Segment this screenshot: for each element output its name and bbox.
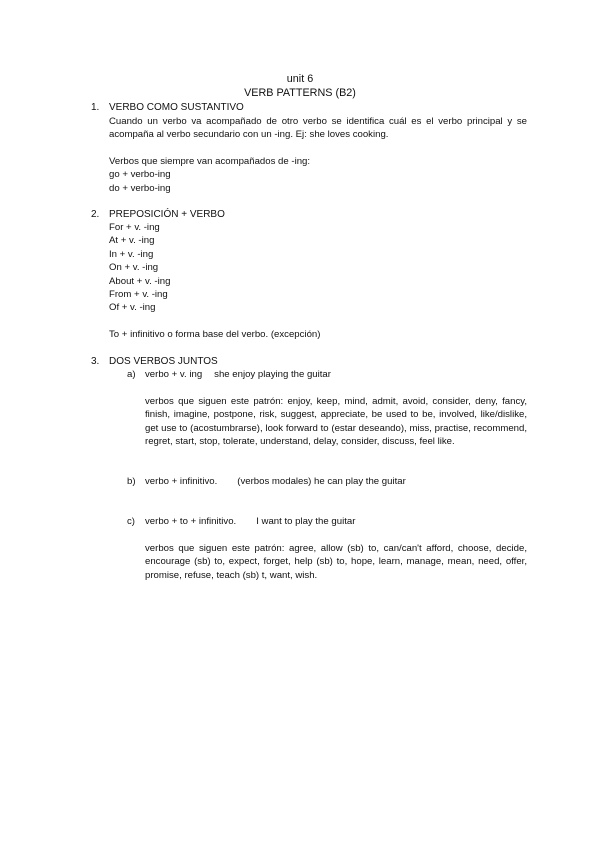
section-2-number: 2. — [91, 209, 100, 220]
section-2-list-item: On + v. -ing — [109, 262, 159, 274]
subsection-a-letter: a) — [127, 369, 136, 380]
section-3-number: 3. — [91, 356, 100, 367]
subsection-a-pattern: verbo + v. ing — [145, 369, 203, 380]
subsection-a-verb-list: verbos que siguen este patrón: enjoy, keep, mind, admit, avoid, consider, deny, fancy, finish, imagine, postpone, risk, suggest, appreciate, be used to be, involved, like/dislike, get use to (acostumbrarse), look forward to (estar deseando), miss, practise, recommend, regret, start, stop, tolerate, understand, delay, consider, discuss, feel like. — [145, 396, 527, 448]
subsection-c-heading — [127, 515, 355, 528]
section-2-heading — [91, 208, 225, 221]
section-2-list-item: About + v. -ing — [109, 275, 171, 287]
section-2-list-item: At + v. -ing — [109, 235, 155, 247]
subsection-b-example: (verbos modales) he can play the guitar — [237, 476, 406, 487]
section-2-list-item: Of + v. -ing — [109, 302, 156, 314]
subsection-b-pattern: verbo + infinitivo. — [145, 476, 218, 487]
subsection-b-letter: b) — [127, 476, 136, 487]
section-2-exception-note: To + infinitivo o forma base del verbo. (excepción) — [109, 329, 321, 340]
unit-label: unit 6 — [286, 73, 314, 85]
section-1-list-intro: Verbos que siempre van acompañados de -ing: — [109, 156, 311, 167]
subsection-c-verb-list: verbos que siguen este patrón: agree, allow (sb) to, can/can't afford, choose, decide, encourage (sb) to, expect, forget, help (sb) to, hope, learn, manage, mean, need, offer, promise, refuse, teach (sb) t, want, wish. — [145, 543, 527, 581]
section-1-title: VERBO COMO SUSTANTIVO — [109, 102, 244, 113]
section-3-title: DOS VERBOS JUNTOS — [109, 356, 218, 367]
section-2-list — [109, 221, 170, 315]
subsection-c-letter: c) — [127, 516, 135, 527]
section-2-list-item: From + v. -ing — [109, 289, 168, 301]
section-2-title: PREPOSICIÓN + VERBO — [109, 209, 225, 220]
subsection-b-heading — [127, 475, 406, 488]
section-1-number: 1. — [91, 102, 100, 113]
subsection-c-pattern: verbo + to + infinitivo. — [145, 516, 237, 527]
section-1-heading — [91, 101, 244, 114]
section-1-list-item: go + verbo-ing — [109, 169, 171, 181]
document-title: VERB PATTERNS (B2) — [244, 87, 356, 99]
section-3-heading — [91, 355, 218, 368]
subsection-c-example: I want to play the guitar — [256, 516, 356, 527]
section-1-list-item: do + verbo-ing — [109, 182, 171, 194]
subsection-a-example: she enjoy playing the guitar — [214, 369, 331, 380]
section-1-list — [109, 155, 310, 195]
subsection-a-heading — [127, 368, 331, 381]
section-1-explanation: Cuando un verbo va acompañado de otro verbo se identifica cuál es el verbo principal y se acompaña al verbo secundario con un -ing. Ej: she loves cooking. — [109, 116, 527, 141]
section-2-list-item: For + v. -ing — [109, 222, 160, 233]
section-2-list-item: In + v. -ing — [109, 248, 154, 260]
